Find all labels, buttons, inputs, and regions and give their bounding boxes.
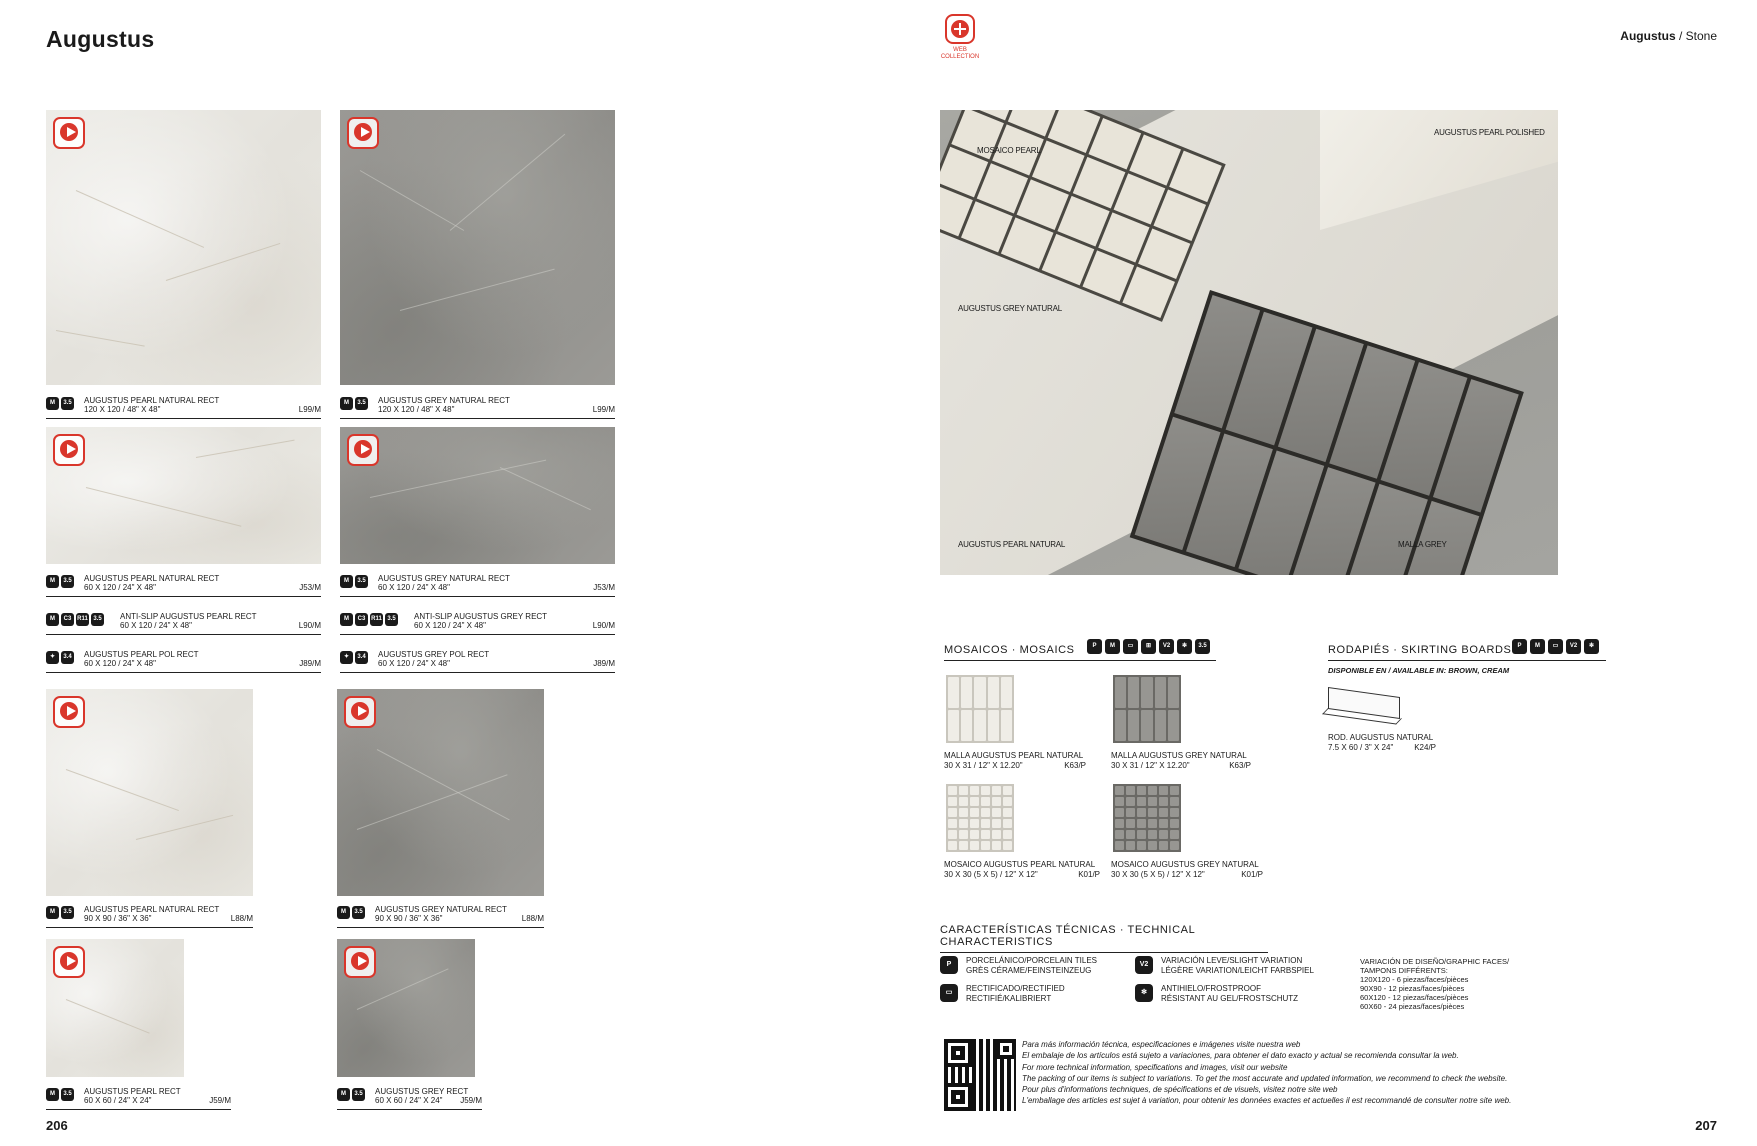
web-collection-badge[interactable] — [940, 14, 980, 61]
mosaic-dims: 30 X 31 / 12" X 12.20" — [944, 761, 1023, 770]
tech-line: LÉGÈRE VARIATION/LEICHT FARBSPIEL — [1161, 966, 1314, 975]
product-name: AUGUSTUS GREY NATURAL RECT — [378, 396, 510, 405]
breadcrumb-collection: Augustus — [1620, 29, 1676, 43]
variation-line: 60X120 - 12 piezas/faces/pièces — [1360, 993, 1469, 1002]
matte-icon: M — [46, 613, 59, 626]
thickness-icon: 3.5 — [61, 397, 74, 410]
breadcrumb — [1620, 29, 1717, 43]
play-video-icon[interactable] — [53, 434, 85, 466]
caption-grey-120x120 — [340, 393, 615, 419]
photo-label-grey-natural: AUGUSTUS GREY NATURAL — [958, 304, 1062, 313]
tile-grey-90x90[interactable] — [337, 689, 544, 896]
product-code: L90/M — [298, 621, 321, 630]
play-video-icon[interactable] — [347, 117, 379, 149]
thickness-icon: 3.4 — [61, 651, 74, 664]
breadcrumb-separator: / — [1675, 29, 1686, 43]
product-dims: 60 X 60 / 24" X 24" — [375, 1096, 443, 1105]
matte-icon: M — [46, 906, 59, 919]
product-name: AUGUSTUS PEARL NATURAL RECT — [84, 574, 220, 583]
variation-line: 90X90 - 12 piezas/faces/pièces — [1360, 984, 1465, 993]
mosaic-name: MOSAICO AUGUSTUS PEARL NATURAL — [944, 860, 1096, 869]
thumb-mosaico-grey[interactable] — [1113, 784, 1181, 852]
slip-rating-icon: R11 — [370, 613, 383, 626]
porcelain-icon: P — [1087, 639, 1102, 654]
product-code: J59/M — [460, 1096, 482, 1105]
product-name: ANTI-SLIP AUGUSTUS GREY RECT — [414, 612, 548, 621]
tile-grey-60x60[interactable] — [337, 939, 475, 1077]
product-name: AUGUSTUS GREY NATURAL RECT — [375, 905, 507, 914]
mosaic-name: MALLA AUGUSTUS PEARL NATURAL — [944, 751, 1084, 760]
skirting-availability: DISPONIBLE EN / AVAILABLE IN: BROWN, CREAM — [1328, 666, 1510, 675]
play-video-icon[interactable] — [53, 696, 85, 728]
slip-class-icon: C3 — [355, 613, 368, 626]
product-name: AUGUSTUS GREY POL RECT — [378, 650, 490, 659]
product-code: J59/M — [209, 1096, 231, 1105]
thickness-icon: 3.5 — [1195, 639, 1210, 654]
product-code: J89/M — [299, 659, 321, 668]
info-line: Pour plus d'informations techniques, de spécifications et de visuels, visitez notre site web — [1022, 1085, 1338, 1095]
tech-frostproof — [1135, 984, 1298, 1004]
caption-grey-60x60 — [337, 1084, 482, 1110]
frostproof-icon: ✻ — [1177, 639, 1192, 654]
mosaics-section-title: MOSAICOS · MOSAICS — [944, 644, 1216, 661]
caption-pearl-pol — [46, 647, 321, 673]
variation-icon: V2 — [1159, 639, 1174, 654]
skirting-board-image[interactable] — [1328, 687, 1400, 719]
variation-icon: V2 — [1135, 956, 1153, 974]
product-name: AUGUSTUS PEARL NATURAL RECT — [84, 905, 220, 914]
product-dims: 60 X 120 / 24" X 48" — [84, 583, 156, 592]
play-video-icon[interactable] — [344, 696, 376, 728]
product-dims: 60 X 120 / 24" X 48" — [84, 659, 156, 668]
product-code: J53/M — [593, 583, 615, 592]
matte-icon: M — [1530, 639, 1545, 654]
tech-line: VARIACIÓN LEVE/SLIGHT VARIATION — [1161, 956, 1303, 965]
mosaic-name: MALLA AUGUSTUS GREY NATURAL — [1111, 751, 1247, 760]
web-collection-label: WEB COLLECTION — [940, 47, 980, 60]
tile-pearl-60x60[interactable] — [46, 939, 184, 1077]
rectified-icon: ▭ — [940, 984, 958, 1002]
photo-label-pearl-natural: AUGUSTUS PEARL NATURAL — [958, 540, 1066, 549]
caption-pearl-90x90 — [46, 902, 253, 928]
website-info — [1022, 1039, 1511, 1107]
photo-label-pearl-polished: AUGUSTUS PEARL POLISHED — [1434, 128, 1545, 137]
skirting-name: ROD. AUGUSTUS NATURAL — [1328, 733, 1434, 742]
tech-variation — [1135, 956, 1314, 976]
matte-icon: M — [340, 613, 353, 626]
thumb-mosaico-pearl[interactable] — [946, 784, 1014, 852]
mosaic-item — [1111, 860, 1263, 880]
mosaic-code: K63/P — [1064, 761, 1086, 770]
variation-line: 120X120 - 6 piezas/faces/pièces — [1360, 975, 1469, 984]
ambience-photo — [940, 110, 1558, 575]
mosaic-code: K63/P — [1229, 761, 1251, 770]
product-dims: 120 X 120 / 48" X 48" — [378, 405, 455, 414]
info-line: Para más información técnica, especificaciones e imágenes visite nuestra web — [1022, 1040, 1301, 1049]
mesh-icon: ⊞ — [1141, 639, 1156, 654]
variation-line: TAMPONS DIFFÉRENTS: — [1360, 966, 1448, 975]
matte-icon: M — [46, 397, 59, 410]
page-title: Augustus — [46, 26, 155, 52]
page-number-left: 206 — [46, 1118, 68, 1133]
matte-icon: M — [337, 1088, 350, 1101]
polished-icon: ✦ — [46, 651, 59, 664]
mosaic-dims: 30 X 30 (5 X 5) / 12" X 12" — [1111, 870, 1205, 879]
tech-line: GRÈS CÉRAME/FEINSTEINZEUG — [966, 966, 1092, 975]
technical-section-title: CARACTERÍSTICAS TÉCNICAS · TECHNICAL CHARACTERISTICS — [940, 924, 1268, 953]
mosaic-dims: 30 X 31 / 12" X 12.20" — [1111, 761, 1190, 770]
thickness-icon: 3.5 — [91, 613, 104, 626]
product-name: AUGUSTUS PEARL POL RECT — [84, 650, 199, 659]
thickness-icon: 3.5 — [352, 1088, 365, 1101]
product-code: L99/M — [298, 405, 321, 414]
matte-icon: M — [46, 575, 59, 588]
thickness-icon: 3.5 — [61, 1088, 74, 1101]
mosaic-name: MOSAICO AUGUSTUS GREY NATURAL — [1111, 860, 1259, 869]
matte-icon: M — [340, 397, 353, 410]
globe-icon — [945, 14, 975, 44]
tech-line: RÉSISTANT AU GEL/FROSTSCHUTZ — [1161, 994, 1299, 1003]
thickness-icon: 3.5 — [355, 575, 368, 588]
qr-code-icon[interactable] — [944, 1039, 1016, 1111]
mosaics-feature-icons — [1087, 639, 1210, 654]
product-code: L90/M — [592, 621, 615, 630]
porcelain-icon: P — [940, 956, 958, 974]
thickness-icon: 3.5 — [385, 613, 398, 626]
tile-pearl-60x120[interactable] — [46, 427, 321, 564]
product-dims: 60 X 120 / 24" X 48" — [378, 583, 450, 592]
product-dims: 90 X 90 / 36" X 36" — [375, 914, 443, 923]
tile-grey-120x120[interactable] — [340, 110, 615, 385]
caption-pearl-120x120 — [46, 393, 321, 419]
mosaic-item — [944, 860, 1100, 880]
caption-grey-60x120 — [340, 571, 615, 597]
mosaic-code: K01/P — [1078, 870, 1100, 879]
skirting-section-title: RODAPIÉS · SKIRTING BOARDS — [1328, 644, 1606, 661]
frostproof-icon: ✻ — [1584, 639, 1599, 654]
variation-icon: V2 — [1566, 639, 1581, 654]
tile-grey-60x120[interactable] — [340, 427, 615, 564]
tech-line: ANTIHIELO/FROSTPROOF — [1161, 984, 1262, 993]
skirting-code: K24/P — [1414, 743, 1436, 752]
slip-class-icon: C3 — [61, 613, 74, 626]
play-video-icon[interactable] — [53, 946, 85, 978]
matte-icon: M — [46, 1088, 59, 1101]
thickness-icon: 3.5 — [61, 575, 74, 588]
info-line: L'emballage des articles est sujet à variation, pour obtenir les données exactes et actuelles il est recommandé de consulter notre site web. — [1022, 1096, 1512, 1106]
matte-icon: M — [340, 575, 353, 588]
breadcrumb-category: Stone — [1685, 29, 1717, 43]
mosaic-dims: 30 X 30 (5 X 5) / 12" X 12" — [944, 870, 1038, 879]
thickness-icon: 3.5 — [352, 906, 365, 919]
skirting-feature-icons — [1512, 639, 1599, 654]
product-code: L88/M — [230, 914, 253, 923]
product-dims: 60 X 120 / 24" X 48" — [414, 621, 486, 630]
caption-grey-90x90 — [337, 902, 544, 928]
product-dims: 60 X 120 / 24" X 48" — [378, 659, 450, 668]
skirting-dims: 7.5 X 60 / 3" X 24" — [1328, 743, 1394, 752]
product-dims: 120 X 120 / 48" X 48" — [84, 405, 161, 414]
slip-rating-icon: R11 — [76, 613, 89, 626]
graphic-faces-info — [1360, 957, 1509, 1011]
tech-rectified — [940, 984, 1065, 1004]
tech-line: PORCELÁNICO/PORCELAIN TILES — [966, 956, 1097, 965]
caption-pearl-60x120 — [46, 571, 321, 597]
caption-pearl-antislip — [46, 609, 321, 635]
matte-icon: M — [1105, 639, 1120, 654]
page-number-right: 207 — [1695, 1118, 1717, 1133]
variation-line: 60X60 - 24 piezas/faces/pièces — [1360, 1002, 1465, 1011]
product-code: L99/M — [592, 405, 615, 414]
product-dims: 90 X 90 / 36" X 36" — [84, 914, 152, 923]
product-code: J89/M — [593, 659, 615, 668]
tile-pearl-90x90[interactable] — [46, 689, 253, 896]
matte-icon: M — [337, 906, 350, 919]
play-video-icon[interactable] — [344, 946, 376, 978]
rectified-icon: ▭ — [1548, 639, 1563, 654]
caption-grey-pol — [340, 647, 615, 673]
mosaic-item — [944, 751, 1086, 771]
caption-grey-antislip — [340, 609, 615, 635]
product-name: AUGUSTUS PEARL RECT — [84, 1087, 181, 1096]
product-name: ANTI-SLIP AUGUSTUS PEARL RECT — [120, 612, 257, 621]
info-line: El embalaje de los artículos está sujeto a variaciones, para obtener el dato exacto y actual se recomienda consultar la web. — [1022, 1051, 1459, 1061]
thickness-icon: 3.5 — [355, 397, 368, 410]
photo-label-malla-grey: MALLA GREY — [1398, 540, 1447, 549]
play-video-icon[interactable] — [347, 434, 379, 466]
product-name: AUGUSTUS GREY RECT — [375, 1087, 469, 1096]
mosaic-code: K01/P — [1241, 870, 1263, 879]
thickness-icon: 3.5 — [61, 906, 74, 919]
polished-icon: ✦ — [340, 651, 353, 664]
product-code: J53/M — [299, 583, 321, 592]
play-video-icon[interactable] — [53, 117, 85, 149]
skirting-item — [1328, 733, 1436, 753]
product-dims: 60 X 60 / 24" X 24" — [84, 1096, 152, 1105]
product-dims: 60 X 120 / 24" X 48" — [120, 621, 192, 630]
caption-pearl-60x60 — [46, 1084, 231, 1110]
tech-line: RECTIFICADO/RECTIFIED — [966, 984, 1065, 993]
tech-porcelain — [940, 956, 1097, 976]
product-name: AUGUSTUS GREY NATURAL RECT — [378, 574, 510, 583]
tile-pearl-120x120[interactable] — [46, 110, 321, 385]
product-code: L88/M — [521, 914, 544, 923]
thumb-malla-grey[interactable] — [1113, 675, 1181, 743]
frostproof-icon: ✻ — [1135, 984, 1153, 1002]
thumb-malla-pearl[interactable] — [946, 675, 1014, 743]
tech-line: RECTIFIÉ/KALIBRIERT — [966, 994, 1052, 1003]
variation-line: VARIACIÓN DE DISEÑO/GRAPHIC FACES/ — [1360, 957, 1510, 966]
info-line: The packing of our items is subject to variations. To get the most accurate and updated information, we recommend to check the website. — [1022, 1073, 1508, 1083]
thickness-icon: 3.4 — [355, 651, 368, 664]
product-name: AUGUSTUS PEARL NATURAL RECT — [84, 396, 220, 405]
photo-label-mosaico-pearl: MOSAICO PEARL — [977, 146, 1041, 155]
porcelain-icon: P — [1512, 639, 1527, 654]
info-line: For more technical information, specifications and images, visit our website — [1022, 1062, 1288, 1072]
mosaic-item — [1111, 751, 1251, 771]
rectified-icon: ▭ — [1123, 639, 1138, 654]
